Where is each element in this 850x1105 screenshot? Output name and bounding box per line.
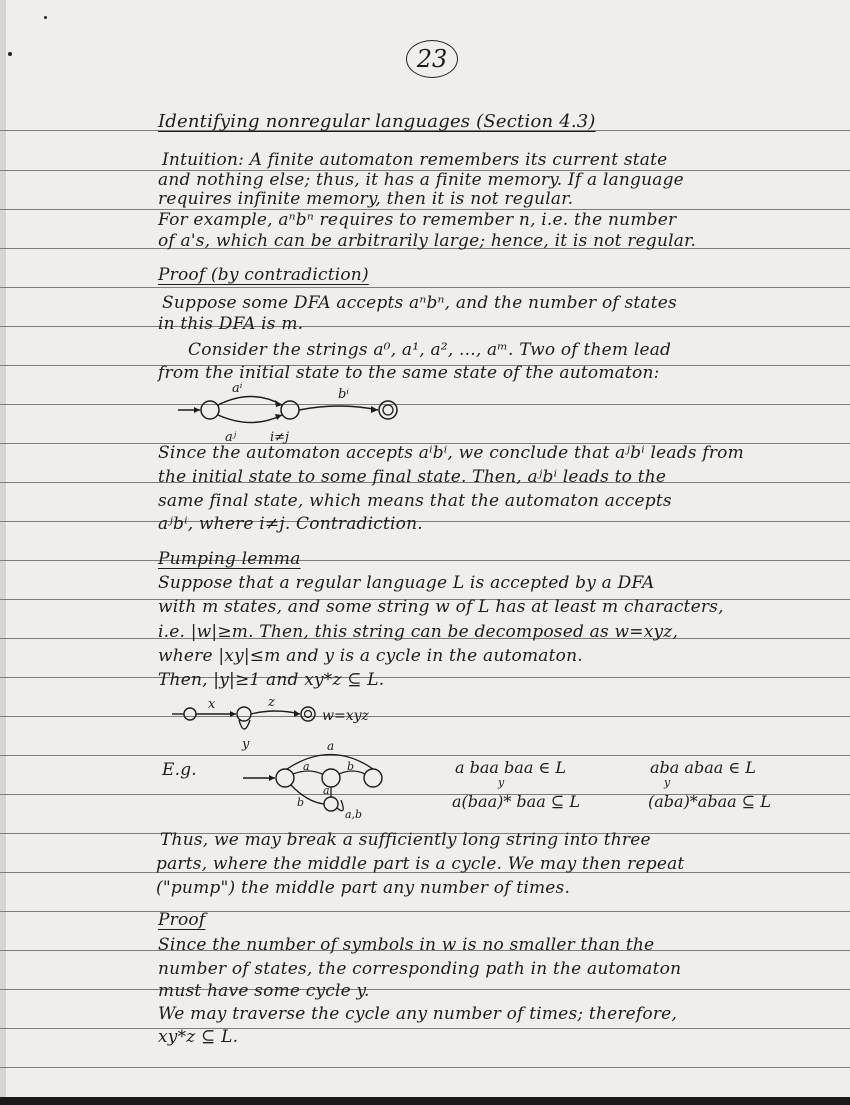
edge-bi-head [371, 406, 378, 413]
label-ai: aⁱ [232, 381, 243, 396]
edge-q2-q0-a [287, 755, 373, 770]
ruled-line [0, 326, 850, 327]
example-2-string: aba abaa ∈ L [650, 758, 756, 777]
edge-aj [218, 415, 282, 423]
binder-hole-mark [8, 52, 12, 56]
text-line: ("pump") the middle part any number of times. [156, 878, 571, 898]
label-w-xyz: w=xyz [322, 708, 369, 724]
section-title: Identifying nonregular languages (Section 4.3) [158, 111, 596, 132]
text-line: Since the number of symbols in w is no smaller than the [158, 935, 655, 955]
label-x: x [208, 697, 216, 712]
text-line: i.e. |w|≥m. Then, this string can be decomposed as w=xyz, [158, 622, 679, 642]
example-2-cycle-mark: y [664, 776, 671, 789]
text-line: must have some cycle y. [158, 981, 370, 1001]
label-a2: a [323, 784, 330, 797]
text-line: For example, aⁿbⁿ requires to remember n, i.e. the number [158, 210, 677, 230]
state-initial [201, 401, 219, 419]
label-a-top: a [327, 739, 335, 753]
text-line: number of states, the corresponding path in the automaton [158, 959, 682, 979]
state-start [184, 708, 196, 720]
example-automaton [235, 739, 395, 821]
pumping-lemma-heading: Pumping lemma [158, 549, 301, 569]
start-arrow-head [269, 775, 275, 781]
text-line: the initial state to some final state. Then, aʲbⁱ leads to the [158, 467, 667, 487]
state-q2 [364, 769, 382, 787]
text-line: Since the automaton accepts aⁱbⁱ, we conclude that aʲbⁱ leads from [158, 443, 744, 463]
start-arrow-head [194, 407, 200, 413]
proof-heading: Proof [158, 910, 206, 930]
example-1-string: a baa baa ∈ L [455, 758, 566, 777]
ruled-line [0, 911, 850, 912]
ruled-line [0, 1067, 850, 1068]
ruled-line [0, 1028, 850, 1029]
example-1-pumped: a(baa)* baa ⊆ L [452, 792, 580, 811]
ruled-line [0, 677, 850, 678]
text-line: Then, |y|≥1 and xy*z ⊆ L. [158, 670, 385, 690]
text-line: in this DFA is m. [158, 314, 304, 334]
example-2-pumped: (aba)*abaa ⊆ L [648, 792, 771, 811]
pumping-diagram [170, 690, 410, 750]
edge-z-head [294, 710, 300, 717]
text-line: and nothing else; thus, it has a finite memory. If a language [158, 170, 684, 190]
text-line: Suppose some DFA accepts aⁿbⁿ, and the number of states [162, 293, 677, 313]
text-line: same final state, which means that the automaton accepts [158, 491, 672, 511]
example-1-cycle-mark: y [498, 776, 505, 789]
edge-ai [218, 397, 282, 406]
state-final-inner [383, 405, 393, 415]
text-line: xy*z ⊆ L. [158, 1027, 239, 1047]
proof-heading: Proof (by contradiction) [158, 265, 369, 285]
state-final-outer [379, 401, 397, 419]
automaton-diagram-1 [170, 378, 430, 448]
text-line: Consider the strings a⁰, a¹, a², ..., aᵐ. Two of them lead [188, 340, 672, 360]
text-line: Suppose that a regular language L is accepted by a DFA [158, 573, 655, 593]
ruled-line [0, 521, 850, 522]
text-line: Intuition: A finite automaton remembers its current state [162, 150, 668, 170]
text-line: requires infinite memory, then it is not regular. [158, 189, 574, 209]
ruled-line [0, 989, 850, 990]
text-line: Thus, we may break a sufficiently long string into three [160, 830, 651, 850]
state-final-inner [305, 711, 312, 718]
ruled-line [0, 560, 850, 561]
state-final-outer [301, 707, 315, 721]
ruled-line [0, 716, 850, 717]
label-i-neq-j: i≠j [270, 430, 290, 445]
label-aj: aʲ [225, 430, 237, 445]
state-dead [324, 797, 338, 811]
scan-bottom-edge [0, 1097, 850, 1105]
state-q0 [276, 769, 294, 787]
ink-dot [44, 16, 47, 19]
edge-q0-dead-b [291, 785, 324, 804]
state-shared [281, 401, 299, 419]
text-line: parts, where the middle part is a cycle. We may then repeat [156, 854, 685, 874]
text-line: where |xy|≤m and y is a cycle in the automaton. [158, 646, 583, 666]
label-b2: b [297, 796, 305, 809]
text-line: with m states, and some string w of L has at least m characters, [158, 597, 724, 617]
ruled-line [0, 755, 850, 756]
ruled-line [0, 287, 850, 288]
page-edge-shadow [0, 0, 6, 1105]
edge-aj-head [275, 414, 282, 420]
page-number: 23 [406, 40, 458, 78]
text-line: We may traverse the cycle any number of times; therefore, [158, 1004, 678, 1024]
edge-x-head [230, 711, 236, 717]
text-line: of a's, which can be arbitrarily large; hence, it is not regular. [158, 231, 697, 251]
edge-ai-head [275, 400, 282, 407]
eg-label: E.g. [162, 760, 197, 780]
text-line: aʲbⁱ, where i≠j. Contradiction. [158, 514, 423, 534]
label-a1: a [303, 760, 310, 773]
label-bi: bⁱ [338, 387, 349, 402]
label-z: z [268, 695, 275, 710]
edge-z [251, 711, 300, 714]
edge-bi [299, 406, 378, 410]
text-line: from the initial state to the same state of the automaton: [158, 363, 660, 383]
label-b1: b [347, 760, 355, 773]
label-y: y [242, 737, 250, 752]
label-ab: a,b [345, 808, 363, 821]
state-cycle [237, 707, 251, 721]
